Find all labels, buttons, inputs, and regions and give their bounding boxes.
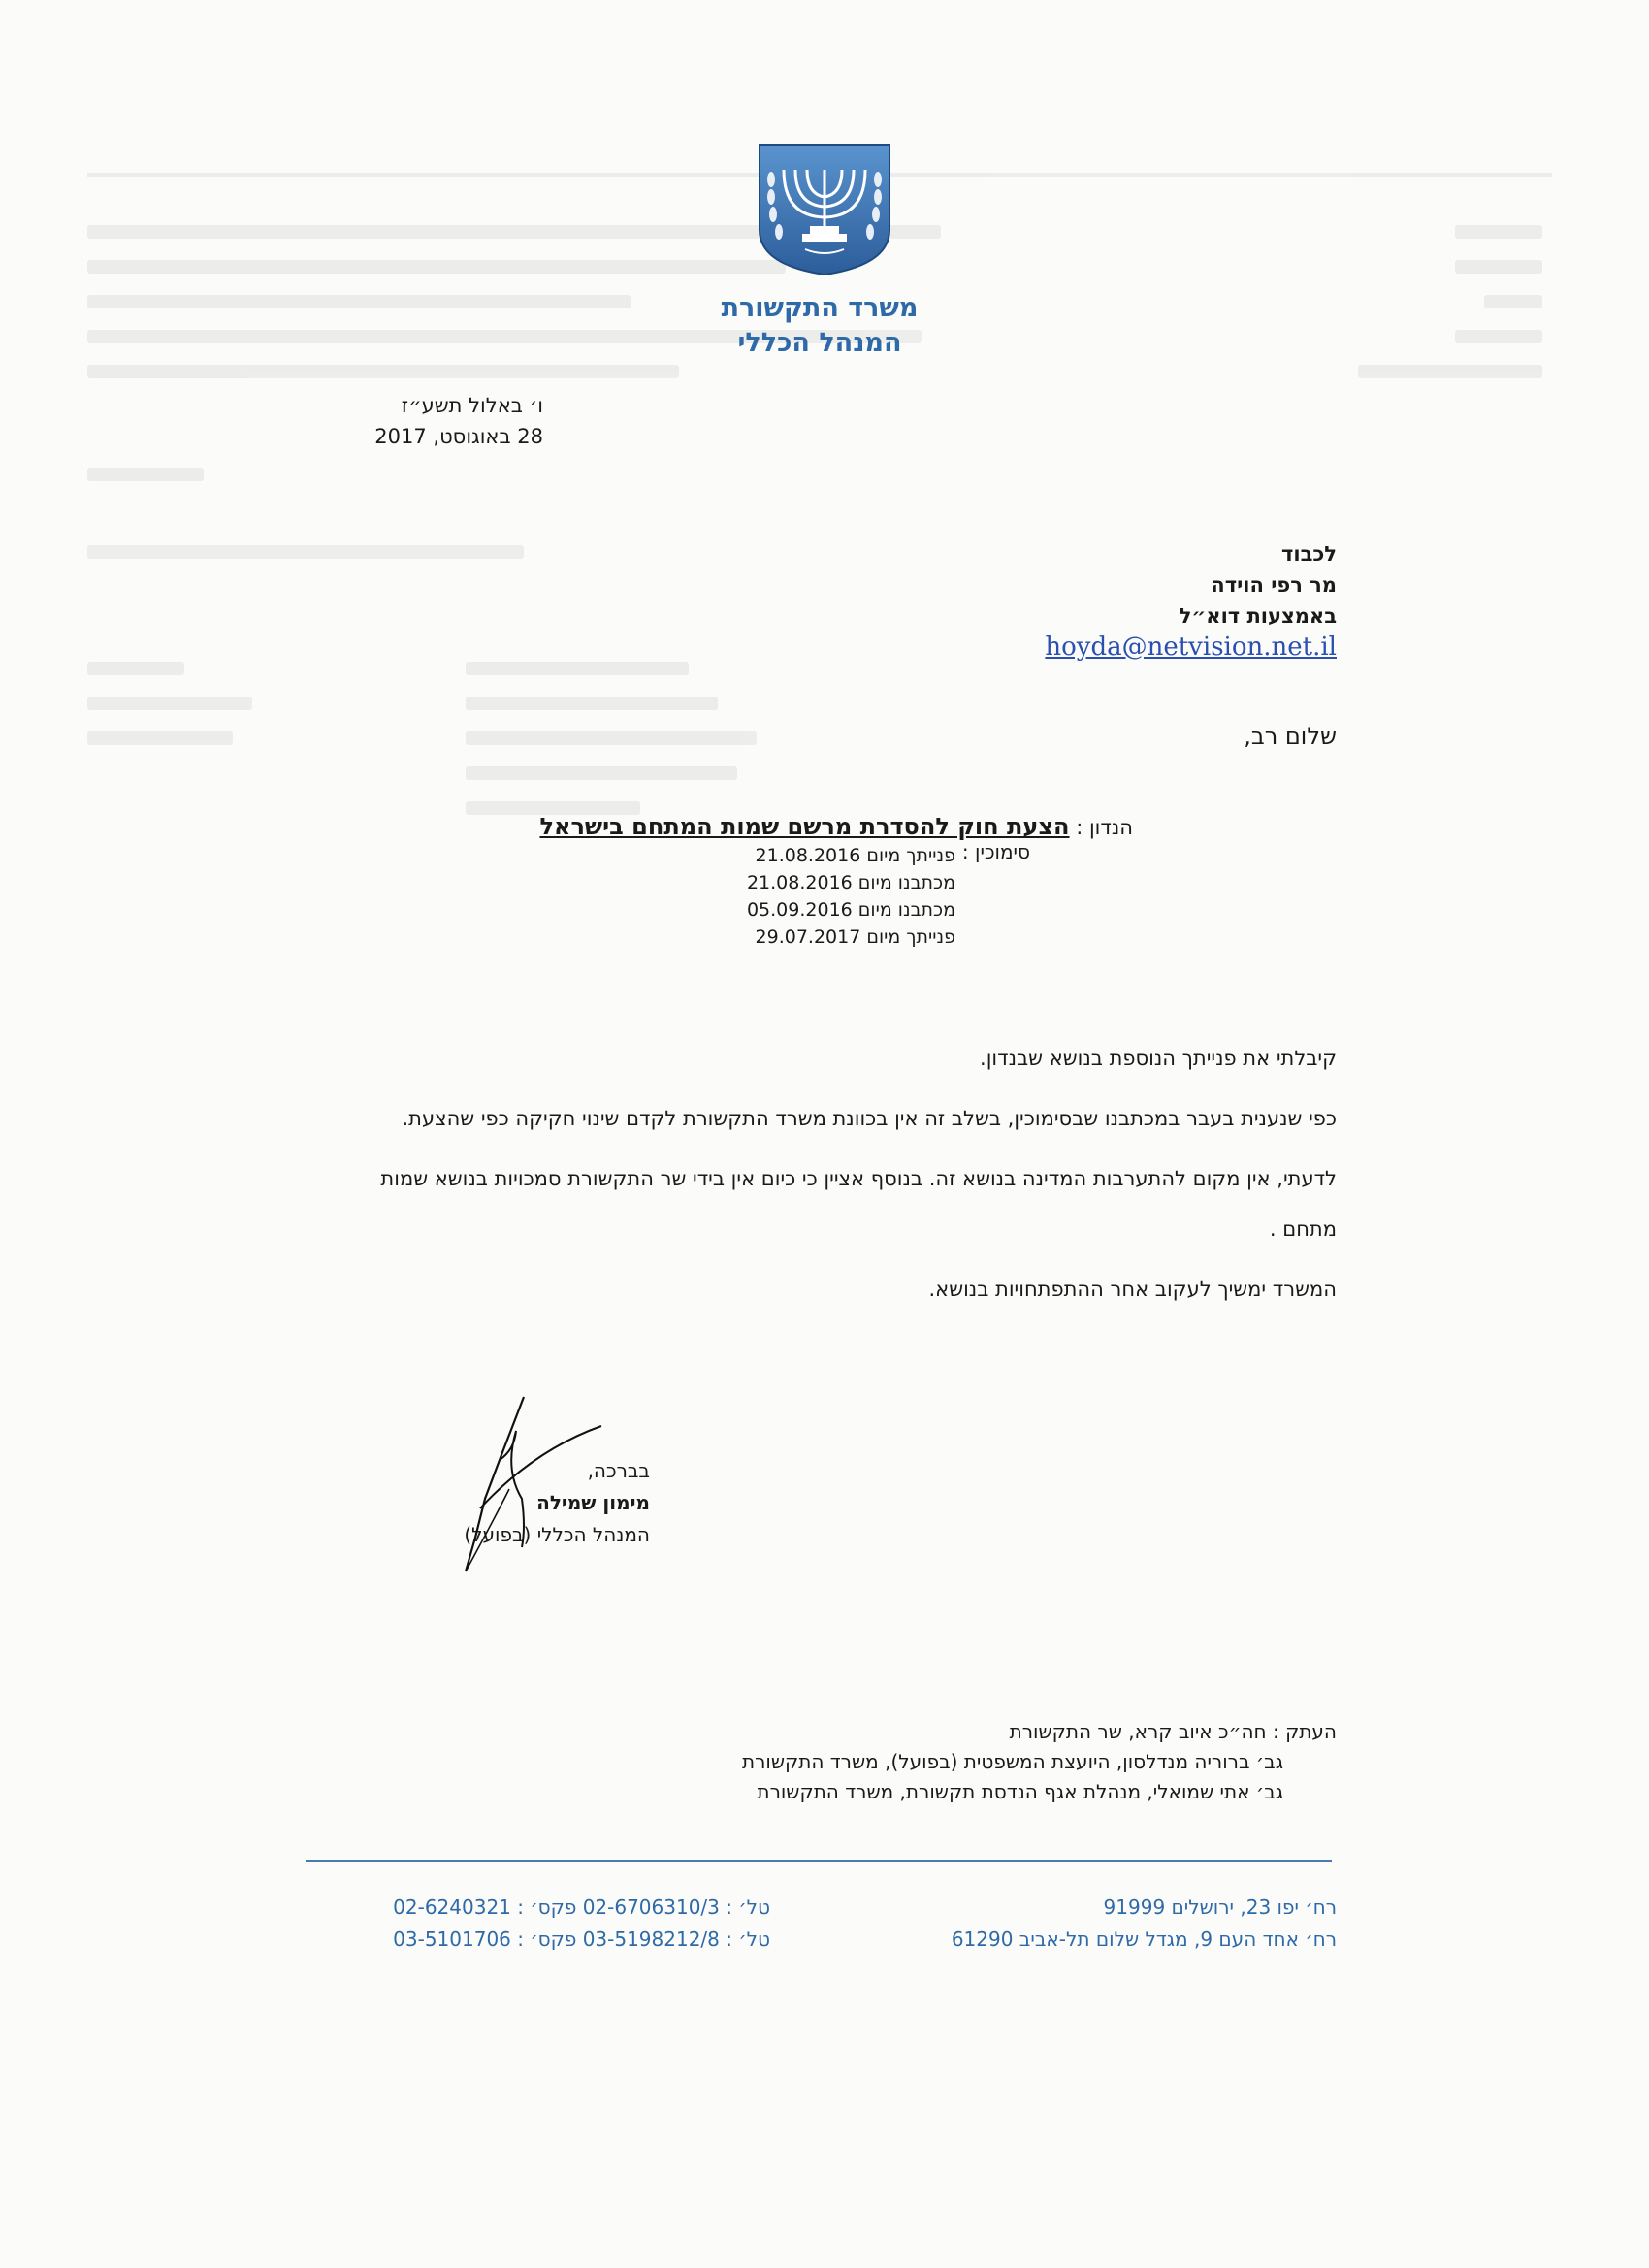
subject-title: הצעת חוק להסדרת מרשם שמות המתחם בישראל [539,813,1070,840]
menorah-emblem-icon [752,141,897,276]
salutation: לכבוד [1281,542,1337,566]
recipient-block [755,538,1337,632]
cc-item: חה״כ איוב קרא, שר התקשורת [1009,1720,1267,1743]
greeting: שלום רב, [1244,723,1337,750]
recipient-via: באמצעות דוא״ל [1179,604,1337,628]
recipient-name: מר רפי הוידה [1211,573,1337,597]
cc-item: גב׳ ברוריה מנדלסון, היועצת המשפטית (בפועל), משרד התקשורת [741,1750,1283,1773]
jerusalem-phones: טל׳ : 02-6706310/3 פקס׳ : 02-6240321 [393,1895,770,1919]
body-paragraph: קיבלתי את פנייתך הנוספת בנושא שבנדון. [980,1047,1337,1070]
body-paragraph: לדעתי, אין מקום להתערבות המדינה בנושא זה. בנוסף אציין כי כיום אין בידי שר התקשורת סמכויות בנושא שמות מתחם . [380,1167,1337,1241]
body-paragraph: המשרד ימשיך לעקוב אחר ההתפתחויות בנושא. [928,1278,1337,1301]
recipient-email-link[interactable]: hoyda@netvision.net.il [1045,632,1337,662]
footer-divider [306,1860,1332,1862]
letter-date [291,390,543,452]
telaviv-phones: טל׳ : 03-5198212/8 פקס׳ : 03-5101706 [393,1928,770,1951]
cc-block [464,1717,1337,1807]
closing: בברכה, [587,1459,650,1482]
jerusalem-address: רח׳ יפו 23, ירושלים 91999 [1103,1895,1337,1919]
reference-item: מכתבנו מיום 21.08.2016 [746,872,955,893]
signatory-name: מימון שמילה [536,1491,650,1514]
gregorian-date: 28 באוגוסט, 2017 [374,425,543,448]
reference-item: פנייתך מיום 29.07.2017 [755,926,955,948]
reference-item: מכתבנו מיום 05.09.2016 [746,899,955,921]
telaviv-address: רח׳ אחד העם 9, מגדל שלום תל-אביב 61290 [951,1928,1337,1951]
signatory-title: המנהל הכללי (בפועל) [464,1523,650,1546]
subject-label: הנדון : [1076,816,1133,839]
footer-phones [305,1892,770,1956]
subject-line [357,813,1133,840]
hebrew-date: ו׳ באלול תשע״ז [401,394,543,417]
cc-item: גב׳ אתי שמואלי, מנהלת אגף הנדסת תקשורת, משרד התקשורת [757,1780,1283,1803]
ministry-name: משרד התקשורת [721,293,919,323]
department-name: המנהל הכללי [737,328,902,358]
handwritten-signature [407,1392,621,1586]
body-paragraph: כפי שנענית בעבר במכתבנו שבסימוכין, בשלב זה אין בכוונת משרד התקשורת לקדם שינוי חקיקה כפי שהצעת. [402,1107,1337,1130]
cc-label: העתק : [1272,1720,1337,1743]
letterhead-title [660,291,980,361]
references-label: סימוכין : [961,840,1030,863]
letter-body [347,1033,1337,1324]
references-list [567,842,955,951]
reference-item: פנייתך מיום 21.08.2016 [755,845,955,866]
